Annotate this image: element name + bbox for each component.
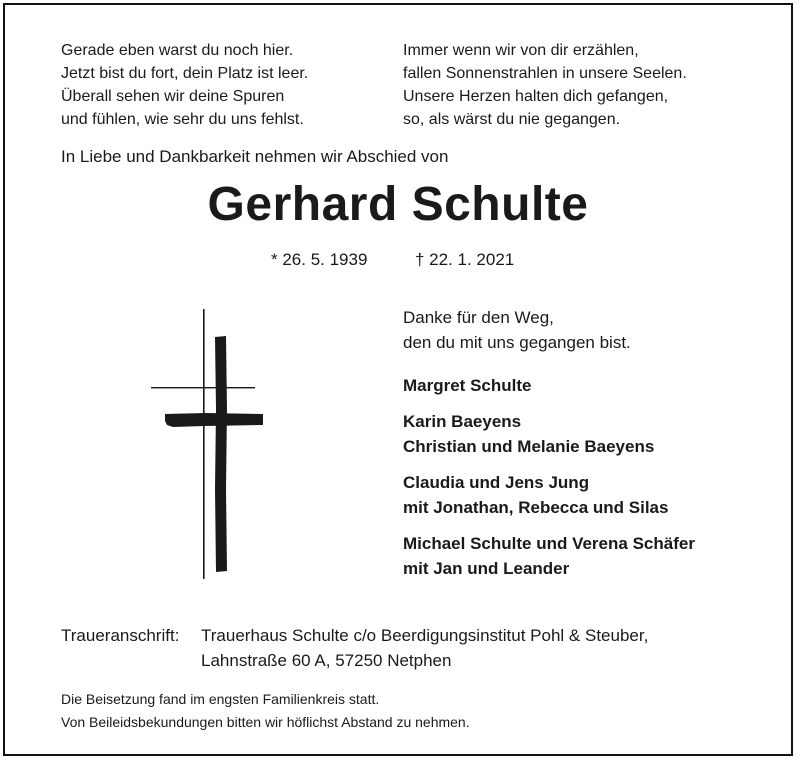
cross-icon [145, 309, 263, 579]
family-member: Christian und Melanie Baeyens [403, 437, 655, 456]
deceased-name: Gerhard Schulte [207, 178, 589, 231]
poem-line: fallen Sonnenstrahlen in unsere Seelen. [403, 65, 687, 82]
address-label: Traueranschrift: [61, 626, 180, 645]
footer-notes [61, 688, 470, 734]
family-member: Claudia und Jens Jung [403, 473, 590, 492]
obituary-notice [3, 3, 793, 756]
intro-text: In Liebe und Dankbarkeit nehmen wir Abschied von [61, 147, 449, 166]
footer-line: Die Beisetzung fand im engsten Familienkreis statt. [61, 691, 380, 707]
poem-line: und fühlen, wie sehr du uns fehlst. [61, 111, 304, 128]
address-row [61, 623, 648, 648]
address-line: Trauerhaus Schulte c/o Beerdigungsinstitut Pohl & Steuber, [201, 626, 649, 645]
poem-line: Immer wenn wir von dir erzählen, [403, 42, 639, 59]
thanks-text [403, 305, 631, 355]
poem-line: Gerade eben warst du noch hier. [61, 42, 294, 59]
birth-date: * 26. 5. 1939 [271, 250, 368, 269]
family-list [403, 373, 695, 592]
family-group [403, 531, 695, 581]
family-group [403, 470, 695, 520]
poem-line: Überall sehen wir deine Spuren [61, 88, 285, 105]
thanks-line: Danke für den Weg, [403, 308, 554, 327]
thanks-line: den du mit uns gegangen bist. [403, 333, 631, 352]
family-member: mit Jan und Leander [403, 559, 570, 578]
family-member: Karin Baeyens [403, 412, 522, 431]
family-member: Michael Schulte und Verena Schäfer [403, 534, 695, 553]
poem-line: Jetzt bist du fort, dein Platz ist leer. [61, 65, 309, 82]
poem-line: Unsere Herzen halten dich gefangen, [403, 88, 669, 105]
poem-line: so, als wärst du nie gegangen. [403, 111, 621, 128]
footer-line: Von Beileidsbekundungen bitten wir höflichst Abstand zu nehmen. [61, 714, 470, 730]
poem-right [403, 39, 687, 131]
family-member: mit Jonathan, Rebecca und Silas [403, 498, 669, 517]
death-date: † 22. 1. 2021 [415, 250, 515, 269]
address-line: Lahnstraße 60 A, 57250 Netphen [201, 651, 452, 670]
address-row [61, 648, 648, 673]
mourning-address [61, 623, 648, 673]
address-spacer [61, 648, 201, 673]
family-member: Margret Schulte [403, 376, 532, 395]
family-group [403, 373, 695, 398]
poem-left [61, 39, 308, 131]
family-group [403, 409, 695, 459]
